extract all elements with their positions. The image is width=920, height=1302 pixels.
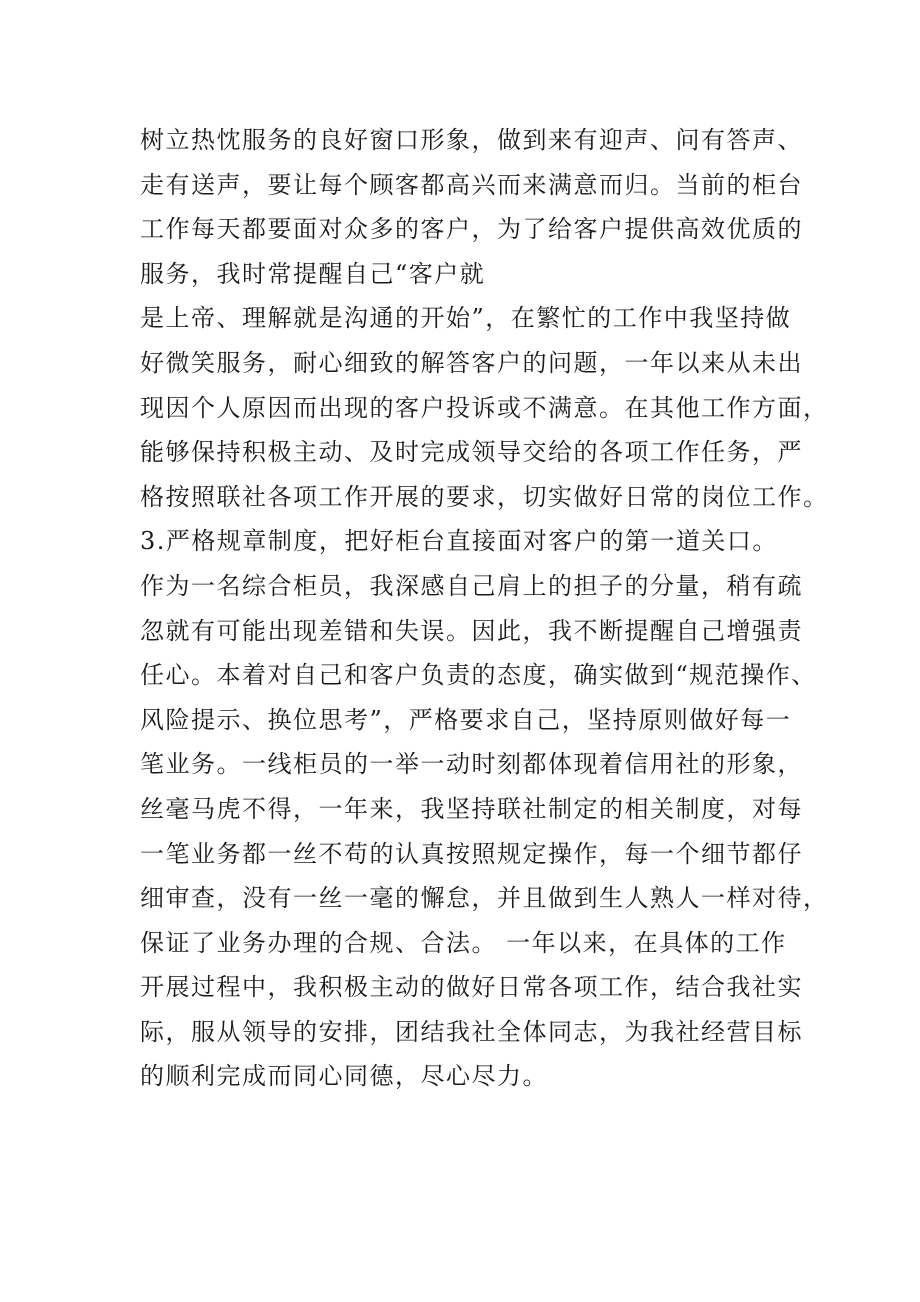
text-line: 忽就有可能出现差错和失误。因此，我不断提醒自己增强责 (140, 616, 803, 645)
text-line: 是上帝、理解就是沟通的开始”，在繁忙的工作中我坚持做 (140, 304, 792, 333)
text-line: 任心。本着对自己和客户负责的态度，确实做到“规范操作、 (140, 661, 817, 690)
text-line: 丝毫马虎不得，一年来，我坚持联社制定的相关制度，对每 (140, 794, 803, 823)
text-line: 作为一名综合柜员，我深感自己肩上的担子的分量，稍有疏 (140, 571, 803, 600)
body-text (140, 118, 840, 1099)
text-line: 工作每天都要面对众多的客户，为了给客户提供高效优质的 (140, 215, 803, 244)
text-line: 开展过程中，我积极主动的做好日常各项工作，结合我社实 (140, 973, 803, 1002)
text-line: 保证了业务办理的合规、合法。 一年以来，在具体的工作 (140, 928, 787, 957)
text-line: 走有送声，要让每个顾客都高兴而来满意而归。当前的柜台 (140, 170, 803, 199)
text-line: 能够保持积极主动、及时完成领导交给的各项工作任务，严 (140, 438, 803, 467)
text-line: 现因个人原因而出现的客户投诉或不满意。在其他工作方面， (140, 393, 829, 422)
text-line: 格按照联社各项工作开展的要求，切实做好日常的岗位工作。 (140, 482, 829, 511)
text-line: 际，服从领导的安排，团结我社全体同志，为我社经营目标 (140, 1017, 803, 1046)
text-line: 的顺利完成而同心同德，尽心尽力。 (140, 1062, 548, 1091)
text-line: 一笔业务都一丝不苟的认真按照规定操作，每一个细节都仔 (140, 839, 803, 868)
text-line: 好微笑服务，耐心细致的解答客户的问题，一年以来从未出 (140, 348, 803, 377)
text-line: 服务，我时常提醒自己“客户就 (140, 259, 486, 288)
text-line: 细审查，没有一丝一毫的懈怠，并且做到生人熟人一样对待， (140, 884, 829, 913)
text-line: 风险提示、换位思考”，严格要求自己，坚持原则做好每一 (140, 705, 792, 734)
text-line: 3.严格规章制度，把好柜台直接面对客户的第一道关口。 (140, 527, 778, 556)
text-line: 笔业务。一线柜员的一举一动时刻都体现着信用社的形象， (140, 750, 803, 779)
text-line: 树立热忱服务的良好窗口形象，做到来有迎声、问有答声、 (140, 126, 803, 154)
